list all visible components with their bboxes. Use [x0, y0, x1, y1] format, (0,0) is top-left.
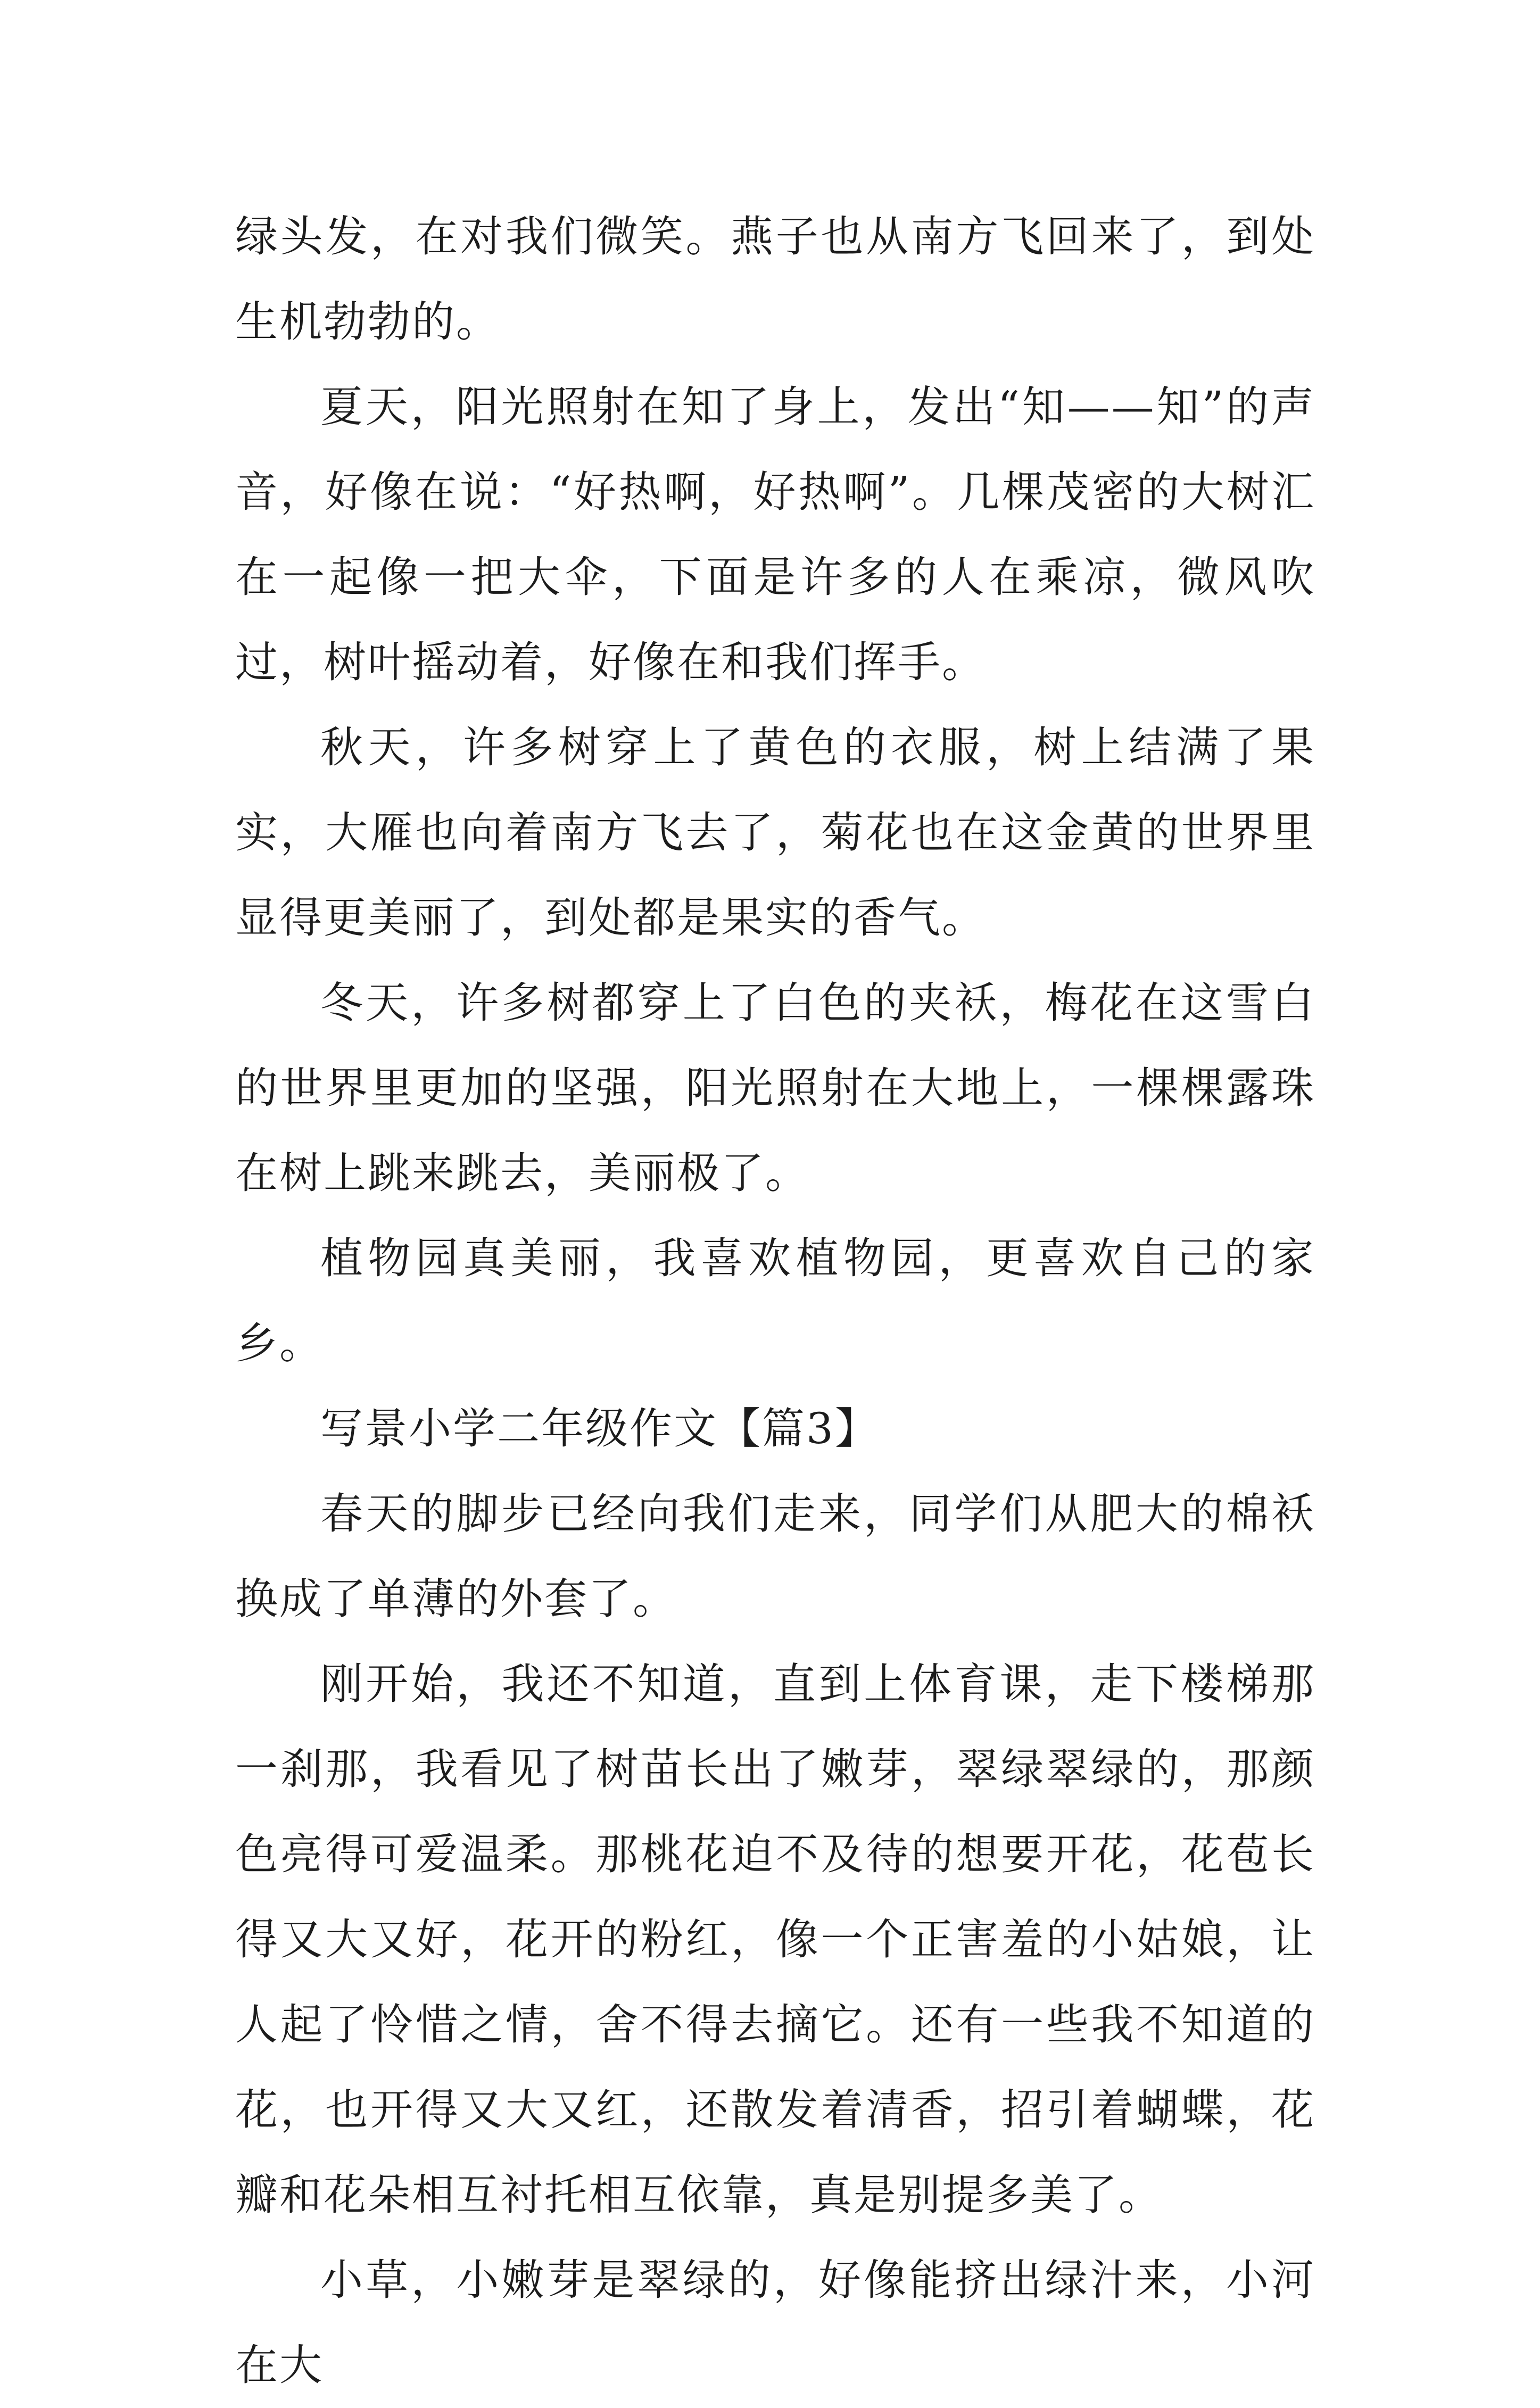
paragraph-spring-flowers: 刚开始，我还不知道，直到上体育课，走下楼梯那一刹那，我看见了树苗长出了嫩芽，翠绿翠绿的，那颜色亮得可爱温柔。那桃花迫不及待的想要开花，花苞长得又大又好，花开的粉红，像一个正害羞的小姑娘，让人起了怜惜之情，舍不得去摘它。还有一些我不知道的花，也开得又大又红，还散发着清香，招引着蝴蝶，花瓣和花朵相互衬托相互依靠，真是别提多美了。	[235, 1659, 1315, 2220]
section-heading: 写景小学二年级作文【篇3】	[320, 1404, 879, 1453]
paragraph-spring-intro: 春天的脚步已经向我们走来，同学们从肥大的棉袄换成了单薄的外套了。	[235, 1489, 1315, 1624]
paragraph-grass: 小草，小嫩芽是翠绿的，好像能挤出绿汁来，小河在大	[235, 2255, 1315, 2390]
document-body	[235, 194, 1315, 2408]
paragraph-continuation: 绿头发，在对我们微笑。燕子也从南方飞回来了，到处生机勃勃的。	[235, 212, 1315, 346]
paragraph-autumn: 秋天，许多树穿上了黄色的衣服，树上结满了果实，大雁也向着南方飞去了，菊花也在这金黄的世界里显得更美丽了，到处都是果实的香气。	[235, 723, 1315, 942]
paragraph-winter: 冬天，许多树都穿上了白色的夹袄，梅花在这雪白的世界里更加的坚强，阳光照射在大地上，一棵棵露珠在树上跳来跳去，美丽极了。	[235, 978, 1315, 1198]
paragraph-conclusion: 植物园真美丽，我喜欢植物园，更喜欢自己的家乡。	[235, 1234, 1315, 1368]
paragraph-summer: 夏天，阳光照射在知了身上，发出“知——知”的声音，好像在说：“好热啊，好热啊”。几棵茂密的大树汇在一起像一把大伞，下面是许多的人在乘凉，微风吹过，树叶摇动着，好像在和我们挥手。	[235, 382, 1315, 687]
